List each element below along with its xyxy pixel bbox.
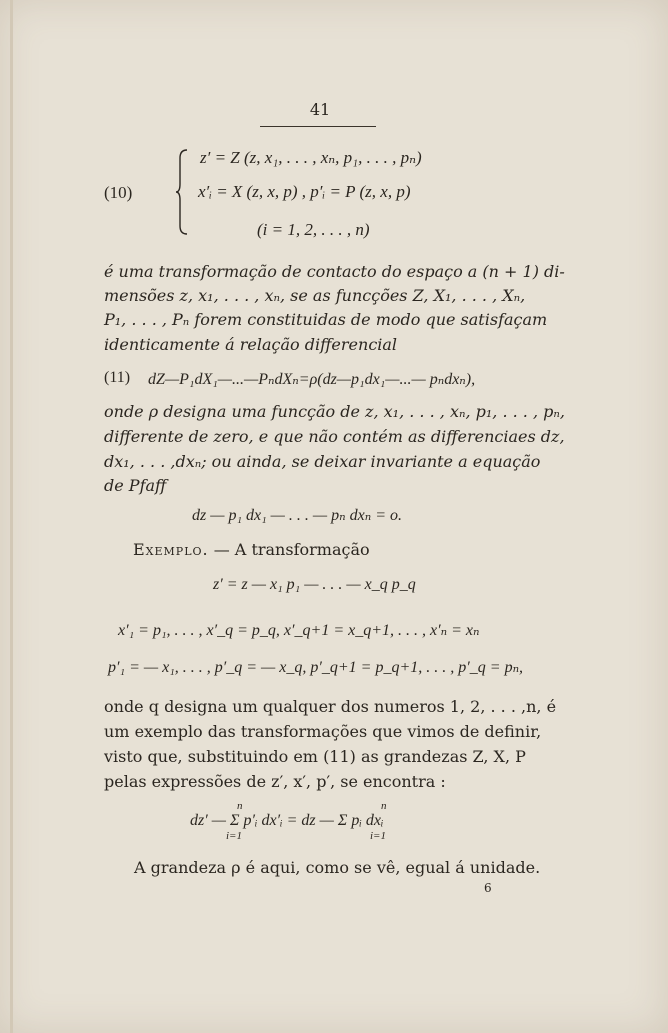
summation-upper-limit: n <box>237 800 243 812</box>
header-rule <box>260 126 376 127</box>
equation-10-label: (10) <box>104 183 133 202</box>
paragraph-1-line: é uma transformação de contacto do espaço a (n + 1) di- <box>104 262 565 281</box>
example-intro: — A transformação <box>208 540 370 559</box>
summation-equation: dz′ — Σ p′ᵢ dx′ᵢ = dz — Σ pᵢ dxᵢ <box>190 812 384 829</box>
paragraph-3-line: visto que, substituindo em (11) as grandezas Z, X, P <box>104 747 526 766</box>
paragraph-3-line: um exemplo das transformações que vimos de definir, <box>104 722 542 741</box>
paragraph-3-line: pelas expressões de z′, x′, p′, se encontra : <box>104 772 446 791</box>
paragraph-4: A grandeza ρ é aqui, como se vê, egual á unidade. <box>134 858 541 877</box>
example-heading <box>133 540 370 559</box>
summation-lower-limit: i=1 <box>226 830 242 842</box>
summation-upper-limit: n <box>381 800 387 812</box>
page-edge <box>10 0 13 1033</box>
example-equation-3: p′₁ = — x₁, . . . , p′_q = — x_q, p′_q+1 = p_q+1, . . . , p′_q = pₙ, <box>108 659 524 676</box>
paragraph-3-line: onde q designa um qualquer dos numeros 1, 2, . . . ,n, é <box>104 697 557 716</box>
paragraph-2-line: de Pfaff <box>104 476 167 495</box>
sheet-signature-mark: 6 <box>484 881 492 895</box>
example-label: Exemplo. <box>133 540 209 559</box>
pfaff-equation: dz — p₁ dx₁ — . . . — pₙ dxₙ = o. <box>192 507 402 524</box>
equation-10-line-2: x′ᵢ = X (z, x, p) , p′ᵢ = P (z, x, p) <box>198 182 411 201</box>
summation-lower-limit: i=1 <box>370 830 386 842</box>
paragraph-2-line: dx₁, . . . ,dxₙ; ou ainda, se deixar invariante a equação <box>104 452 541 471</box>
equation-10-line-3: (i = 1, 2, . . . , n) <box>257 220 370 239</box>
paragraph-1-line: mensões z, x₁, . . . , xₙ, se as funcções Z, X₁, . . . , Xₙ, <box>104 286 526 305</box>
equation-10-line-1: z′ = Z (z, x₁, . . . , xₙ, p₁, . . . , pₙ) <box>200 148 422 167</box>
equation-11-label: (11) <box>104 369 131 386</box>
example-equation-2: x′₁ = p₁, . . . , x′_q = p_q, x′_q+1 = x_q+1, . . . , x′ₙ = xₙ <box>118 622 480 639</box>
example-equation-1: z′ = z — x₁ p₁ — . . . — x_q p_q <box>213 576 416 593</box>
equation-11: dZ—P₁dX₁—...—PₙdXₙ=ρ(dz—p₁dx₁—...— pₙdxₙ), <box>148 371 476 388</box>
paragraph-2-line: onde ρ designa uma funcção de z, x₁, . . . , xₙ, p₁, . . . , pₙ, <box>104 402 565 421</box>
page-number: 41 <box>309 100 331 119</box>
paragraph-1-line: P₁, . . . , Pₙ forem constituidas de modo que satisfaçam <box>104 310 548 329</box>
paragraph-2-line: differente de zero, e que não contém as differenciaes dz, <box>104 427 565 446</box>
paragraph-1-line: identicamente á relação differencial <box>104 335 398 354</box>
equation-brace <box>175 148 189 236</box>
